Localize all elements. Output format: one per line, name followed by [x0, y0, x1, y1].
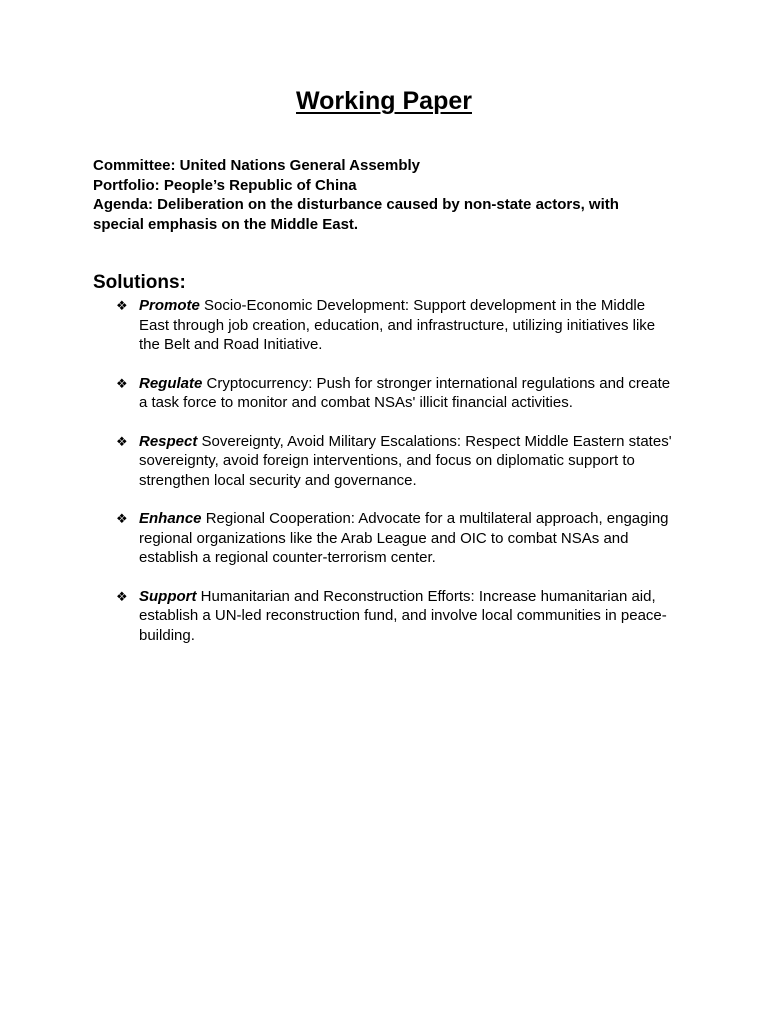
solution-keyword: Regulate [139, 374, 203, 392]
solution-item [0, 509, 679, 568]
solutions-list [0, 296, 768, 664]
solution-item [0, 432, 679, 491]
diamond-bullet-icon: ❖ [116, 299, 128, 314]
solutions-heading: Solutions: [93, 272, 186, 293]
diamond-bullet-icon: ❖ [116, 512, 128, 527]
solution-keyword: Promote [139, 297, 200, 314]
solution-item [0, 296, 679, 355]
page-title: Working Paper [296, 87, 472, 115]
diamond-bullet-icon: ❖ [116, 589, 128, 605]
agenda-line: Agenda: Deliberation on the disturbance caused by non-state actors, with special emphasis on the Middle East. [93, 196, 619, 233]
solution-text: Socio-Economic Development: Support development in the Middle East through job creation, education, and infrastructure, utilizing initiatives like the Belt and Road Initiative. [139, 297, 656, 353]
committee-line: Committee: United Nations General Assembly [93, 157, 421, 174]
solution-item [0, 374, 679, 413]
solution-text: Cryptocurrency: Push for stronger international regulations and create a task force to monitor and combat NSAs' illicit financial activities. [139, 374, 671, 411]
solution-keyword: Enhance [139, 510, 202, 527]
solution-keyword: Respect [139, 432, 198, 450]
diamond-bullet-icon: ❖ [116, 434, 128, 450]
solution-text: Regional Cooperation: Advocate for a multilateral approach, engaging regional organizations like the Arab League and OIC to combat NSAs and establish a regional counter-terrorism center. [139, 510, 669, 566]
document-metadata [93, 156, 653, 234]
solution-keyword: Support [139, 587, 197, 605]
solution-text: Humanitarian and Reconstruction Efforts: Increase humanitarian aid, establish a UN-led reconstruction fund, and involve local communities in peace-building. [139, 587, 667, 644]
portfolio-line: Portfolio: People’s Republic of China [93, 176, 357, 194]
solution-text: Sovereignty, Avoid Military Escalations: Respect Middle Eastern states' sovereignty, avoid foreign interventions, and focus on diplomatic support to strengthen local security and governance. [139, 432, 672, 489]
solution-item [0, 587, 679, 646]
diamond-bullet-icon: ❖ [116, 376, 128, 392]
